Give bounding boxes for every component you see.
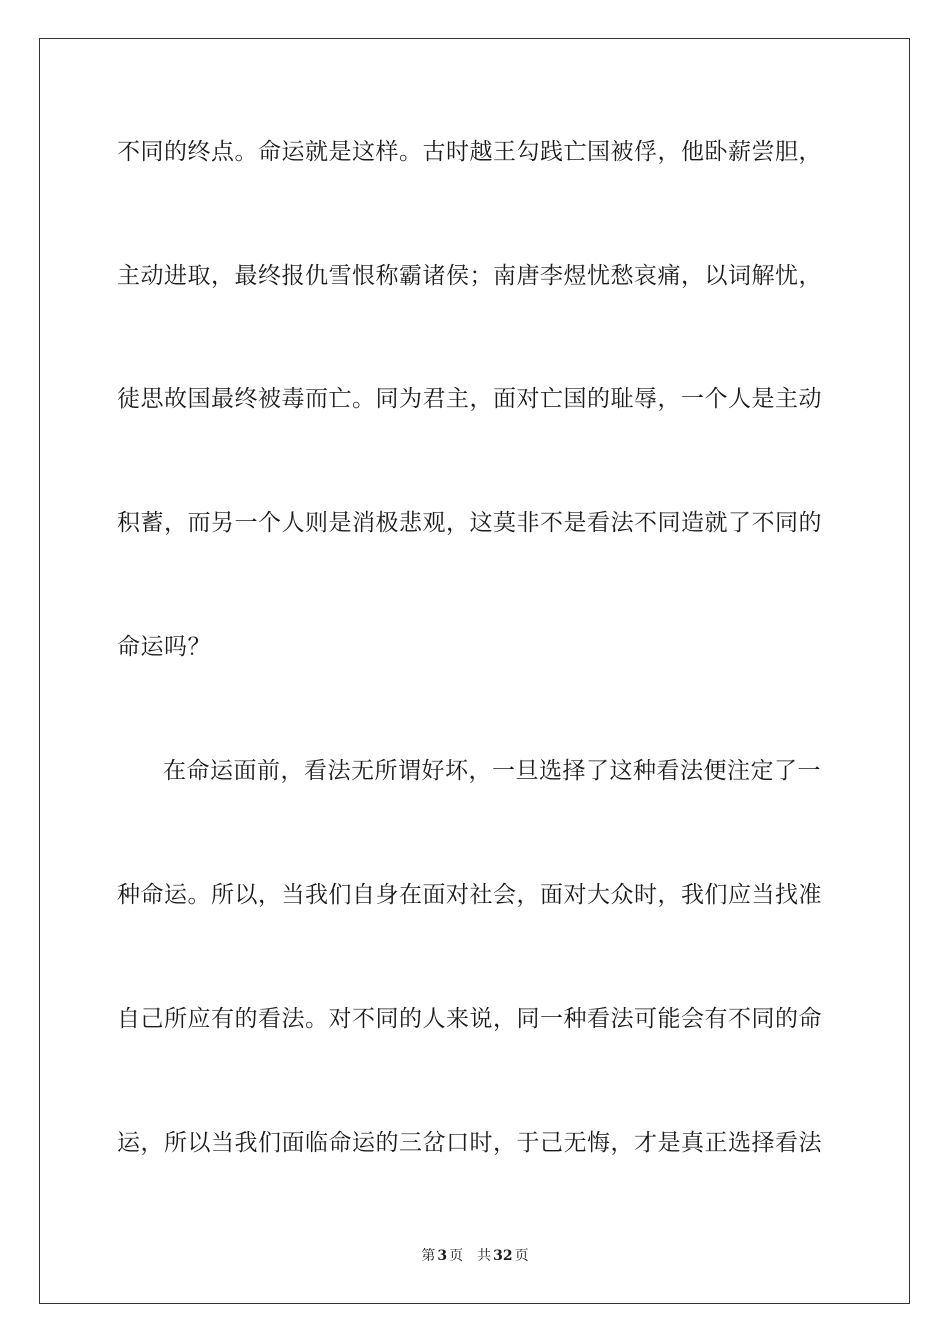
paragraph-first-line: 在命运面前，看法无所谓好坏，一旦选择了这种看法便注定了一 [163,758,821,784]
page-footer [0,1246,950,1266]
page-label-prefix: 第 [421,1248,436,1264]
body-text-line: 自己所应有的看法。对不同的人来说，同一种看法可能会有不同的命 [117,1006,822,1032]
page-number: 3 [437,1248,448,1264]
page-label-suffix: 页 [449,1248,464,1264]
body-text-line: 命运吗？ [117,634,211,660]
body-text-line: 积蓄，而另一个人则是消极悲观，这莫非不是看法不同造就了不同的 [117,510,822,536]
total-pages: 32 [493,1248,513,1264]
total-label-suffix: 页 [514,1248,529,1264]
body-text-line: 不同的终点。命运就是这样。古时越王勾践亡国被俘，他卧薪尝胆， [117,139,822,165]
body-text-line: 徒思故国最终被毒而亡。同为君主，面对亡国的耻辱，一个人是主动 [117,386,822,412]
body-text-line: 种命运。所以，当我们自身在面对社会，面对大众时，我们应当找准 [117,882,822,908]
body-text-line: 运，所以当我们面临命运的三岔口时，于己无悔，才是真正选择看法 [117,1130,822,1156]
total-label-prefix: 共 [477,1248,492,1264]
page-frame [39,38,910,1304]
body-text-line: 主动进取，最终报仇雪恨称霸诸侯；南唐李煜忧愁哀痛，以词解忧， [117,263,822,289]
